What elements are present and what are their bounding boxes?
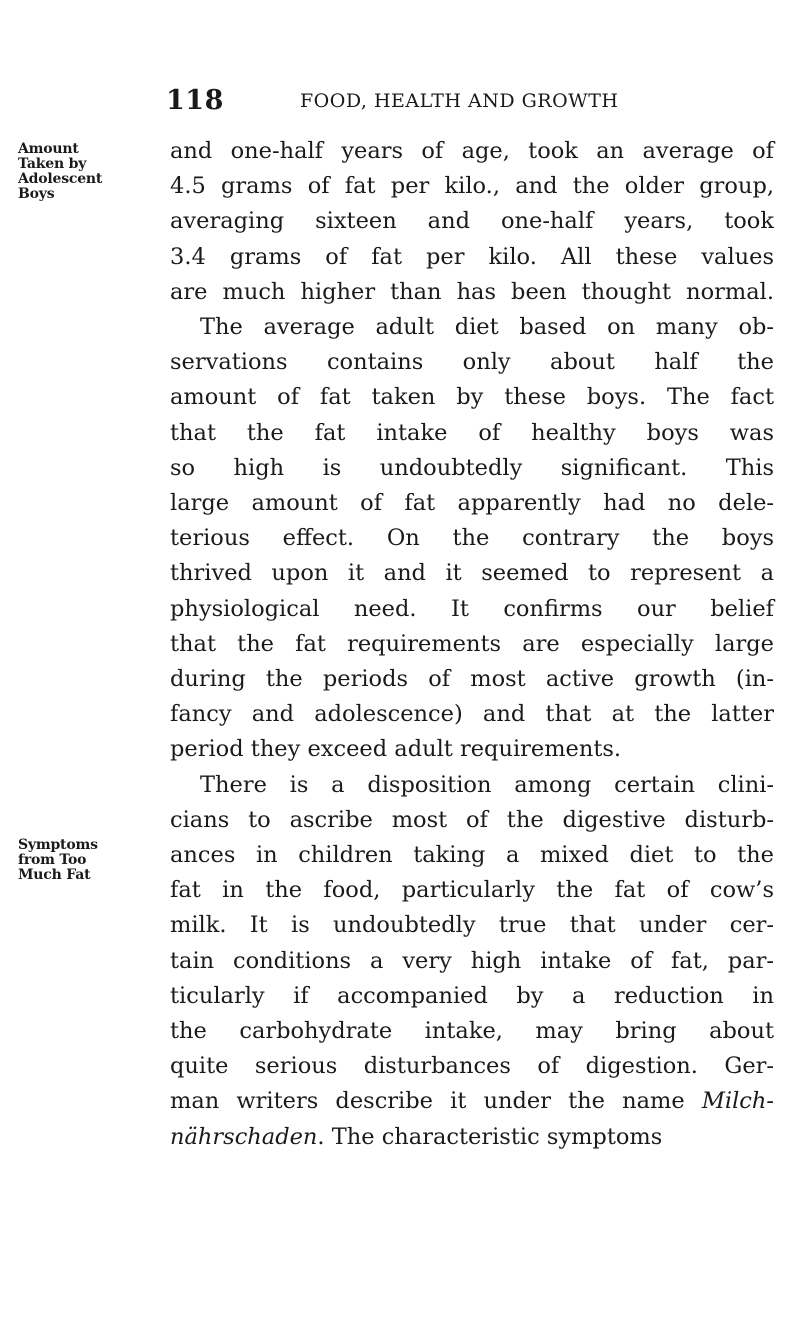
margin-note-line: from Too [18, 852, 87, 868]
margin-note-amount-taken [18, 142, 143, 202]
body-text-segment: . The characteristic symptoms [317, 1123, 663, 1150]
body-line: amount of fat taken by these boys. The fact [170, 384, 774, 411]
body-line: ticularly if accompanied by a reduction in [170, 982, 774, 1009]
body-line: 4.5 grams of fat per kilo., and the older group, [170, 173, 774, 200]
body-line: cians to ascribe most of the digestive disturb- [170, 806, 774, 833]
body-line: period they exceed adult requirements. [170, 736, 622, 763]
body-line: There is a disposition among certain clini- [200, 771, 774, 798]
body-line: and one-half years of age, took an average of [170, 138, 774, 164]
body-line: physiological need. It confirms our belief [170, 595, 774, 622]
margin-note-line: Symptoms [18, 837, 98, 853]
body-line: 3.4 grams of fat per kilo. All these values [170, 243, 774, 270]
margin-note-line: Boys [18, 186, 55, 202]
running-title: FOOD, HEALTH AND GROWTH [300, 90, 619, 112]
body-line: servations contains only about half the [170, 349, 774, 376]
body-line: that the fat requirements are especially large [170, 630, 774, 657]
body-line: the carbohydrate intake, may bring about [170, 1018, 774, 1045]
body-line: are much higher than has been thought normal. [170, 278, 774, 305]
body-line: large amount of fat apparently had no dele- [170, 490, 774, 517]
body-line [170, 1084, 774, 1119]
body-text [170, 134, 774, 1155]
body-line: that the fat intake of healthy boys was [170, 419, 774, 446]
margin-note-line: Taken by [18, 156, 87, 172]
italic-term: Milch- [701, 1088, 774, 1115]
body-line: tain conditions a very high intake of fat, par- [170, 947, 774, 974]
margin-note-line: Adolescent [18, 171, 103, 187]
margin-note-line: Much Fat [18, 867, 91, 883]
running-head [0, 85, 800, 125]
body-line: terious effect. On the contrary the boys [170, 525, 774, 552]
page-number: 118 [166, 85, 224, 116]
body-line: thrived upon it and it seemed to represent a [170, 560, 774, 587]
italic-term: nährschaden [170, 1123, 318, 1150]
body-line: so high is undoubtedly significant. This [170, 454, 774, 481]
margin-note-symptoms [18, 838, 143, 883]
body-line [170, 1120, 774, 1155]
body-line: fancy and adolescence) and that at the latter [170, 701, 774, 728]
body-line: during the periods of most active growth (in- [170, 666, 774, 693]
body-line: milk. It is undoubtedly true that under cer- [170, 912, 774, 939]
body-line: The average adult diet based on many ob- [200, 314, 774, 341]
body-line: quite serious disturbances of digestion. Ger- [170, 1053, 774, 1080]
body-text-segment: man writers describe it under the name [170, 1088, 702, 1115]
body-line: averaging sixteen and one-half years, took [170, 208, 774, 235]
margin-note-line: Amount [18, 141, 79, 157]
body-line: ances in children taking a mixed diet to the [170, 842, 774, 869]
body-line: fat in the food, particularly the fat of cow’s [170, 877, 774, 904]
